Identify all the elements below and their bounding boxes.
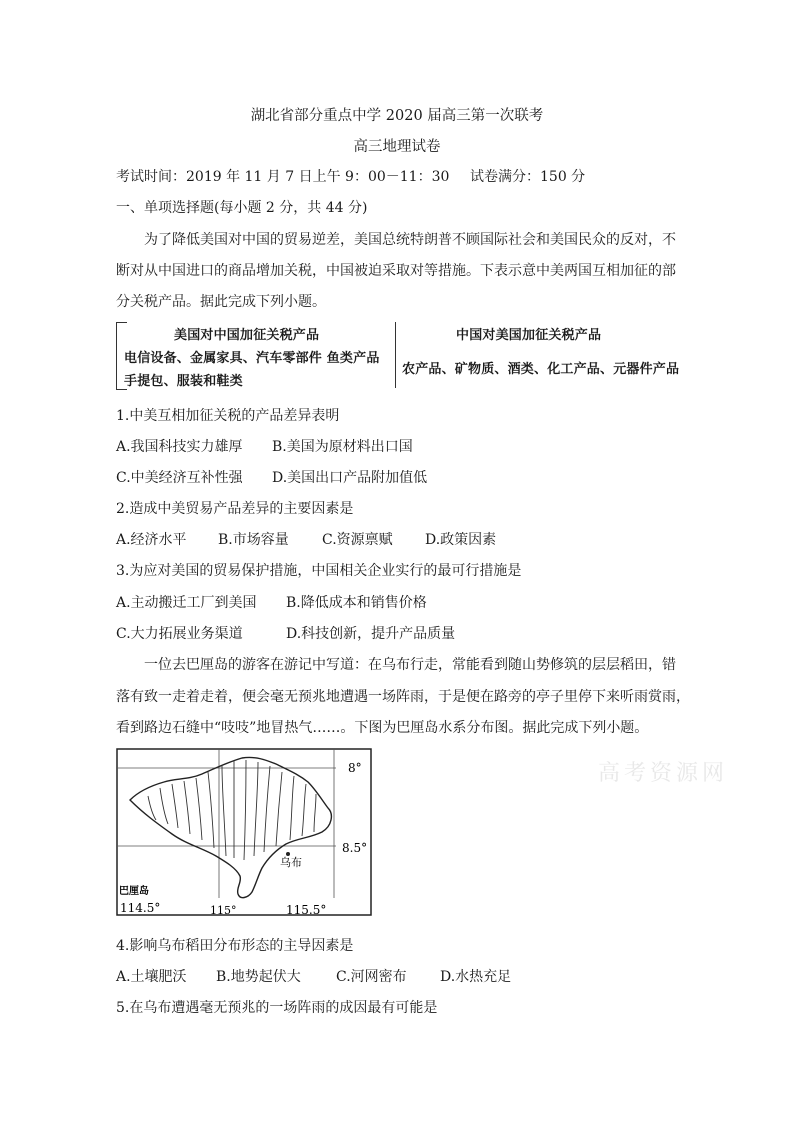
question-4-option-d[interactable]: D.水热充足	[440, 969, 512, 985]
question-3-option-d[interactable]: D.科技创新，提升产品质量	[286, 626, 456, 642]
question-1-option-a[interactable]: A.我国科技实力雄厚	[116, 439, 243, 455]
exam-time: 考试时间：2019 年 11 月 7 日上午 9：00－11：30	[116, 169, 450, 185]
passage1-line2: 断对从中国进口的商品增加关税，中国被迫采取对等措施。下表示意中美两国互相加征的部	[116, 263, 676, 279]
table-right-row1: 农产品、矿物质、酒类、化工产品、元器件产品	[402, 362, 680, 377]
question-2-option-b[interactable]: B.市场容量	[218, 532, 289, 548]
question-2-option-a[interactable]: A.经济水平	[116, 532, 187, 548]
full-score: 试卷满分：150 分	[470, 169, 586, 185]
section-heading: 一、单项选择题(每小题 2 分，共 44 分)	[116, 200, 368, 216]
passage1-line1: 为了降低美国对中国的贸易逆差，美国总统特朗普不顾国际社会和美国民众的反对，不	[144, 232, 676, 248]
table-divider	[395, 322, 396, 388]
table-left-row1: 电信设备、金属家具、汽车零部件 鱼类产品	[124, 351, 380, 366]
question-4-option-b[interactable]: B.地势起伏大	[216, 969, 301, 985]
question-3-stem: 3.为应对美国的贸易保护措施，中国相关企业实行的最可行措施是	[116, 563, 522, 579]
town-label: 乌布	[280, 856, 302, 869]
exam-subtitle: 高三地理试卷	[353, 139, 441, 155]
question-2-option-d[interactable]: D.政策因素	[425, 532, 497, 548]
question-4-option-c[interactable]: C.河网密布	[336, 969, 407, 985]
lon-label-114-5: 114.5°	[120, 901, 161, 915]
passage2-line3: 看到路边石缝中“吱吱”地冒热气……。下图为巴厘岛水系分布图。据此完成下列小题。	[116, 720, 649, 736]
question-4-stem: 4.影响乌布稻田分布形态的主导因素是	[116, 938, 354, 954]
question-1-stem: 1.中美互相加征关税的产品差异表明	[116, 408, 340, 424]
table-left-header: 美国对中国加征关税产品	[174, 328, 320, 343]
question-4-option-a[interactable]: A.土壤肥沃	[116, 969, 187, 985]
question-1-option-d[interactable]: D.美国出口产品附加值低	[272, 470, 428, 486]
table-left-row2: 手提包、服装和鞋类	[124, 374, 243, 389]
lon-label-115: 115°	[210, 904, 237, 916]
table-right-header: 中国对美国加征关税产品	[456, 328, 602, 343]
lat-label-8: 8°	[348, 761, 362, 775]
question-1-option-c[interactable]: C.中美经济互补性强	[116, 470, 243, 486]
question-3-option-a[interactable]: A.主动搬迁工厂到美国	[116, 595, 257, 611]
question-5-stem: 5.在乌布遭遇毫无预兆的一场阵雨的成因最有可能是	[116, 1000, 438, 1016]
passage2-line1: 一位去巴厘岛的游客在游记中写道：在乌布行走，常能看到随山势修筑的层层稻田，错	[144, 657, 676, 673]
question-2-stem: 2.造成中美贸易产品差异的主要因素是	[116, 501, 354, 517]
question-2-option-c[interactable]: C.资源禀赋	[322, 532, 393, 548]
bali-island-outline	[130, 757, 331, 897]
question-1-option-b[interactable]: B.美国为原材料出口国	[272, 439, 413, 455]
question-3-option-c[interactable]: C.大力拓展业务渠道	[116, 626, 243, 642]
lon-label-115-5: 115.5°	[286, 903, 327, 916]
lat-label-8-5: 8.5°	[342, 841, 368, 855]
river-lines	[148, 760, 316, 860]
map-frame	[117, 749, 371, 915]
tariff-table	[116, 320, 688, 392]
exam-title: 湖北省部分重点中学 2020 届高三第一次联考	[250, 108, 544, 124]
passage2-line2: 落有致一走着走着，便会毫无预兆地遭遇一场阵雨，于是便在路旁的亭子里停下来听雨赏雨，	[116, 689, 690, 705]
question-3-option-b[interactable]: B.降低成本和销售价格	[286, 595, 427, 611]
bali-water-system-map	[116, 748, 372, 916]
watermark: 高考资源网	[598, 761, 729, 786]
passage1-line3: 分关税产品。据此完成下列小题。	[116, 294, 326, 310]
island-label: 巴厘岛	[119, 886, 149, 897]
